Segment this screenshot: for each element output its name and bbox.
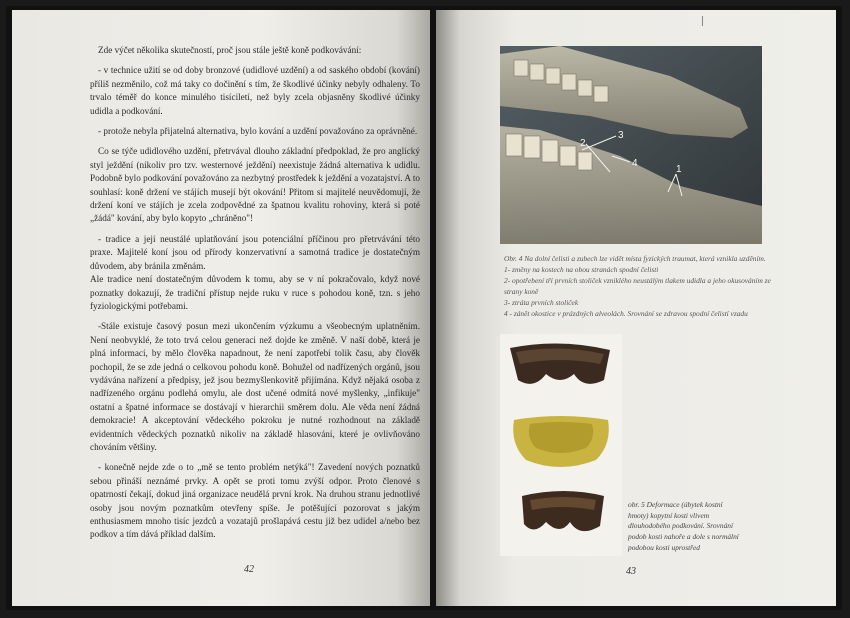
right-page <box>436 10 836 606</box>
label-1: 1 <box>676 164 682 175</box>
hoof-bones-illustration <box>500 334 622 556</box>
label-4: 4 <box>632 158 638 169</box>
figure5-caption-line: obr. 5 Deformace (úbytek kostní <box>628 500 723 509</box>
left-page-text <box>90 44 420 549</box>
figure4-caption <box>504 254 826 319</box>
figure5-caption-line: hmoty) kopytní kosti vlivem <box>628 510 710 520</box>
paragraph-not-my-problem: - konečně nejde zde o to „mě se tento problém netýká"! Zavedení nových poznatků sebou přináší neznámé prvky. A opět se proti tomu zvýší odpor. Proto členové s opatrností čekají, dokud jiná organizace neudělá první krok. Na druhou stranu jednotlivé osoby jsou novým poznatkům otevřeny spíše. Je potěšující pozorovat s jakým enthusiasmem mnoho tisíc jezdců a vozatajů prošlapává cestu již bez udidel a/nebo bez podkov a tím dává příklad dalším. <box>90 462 420 540</box>
paragraph-alternative: - protože nebyla přijatelná alternativa, bylo kování a uzdění považováno za oprávněné. <box>98 126 418 137</box>
paragraph-english-riding: Co se týče udidlového uzdění, přetrvával dlouho základní předpoklad, že pro anglický styl ježdění (nikoliv pro tzv. westernové ježdění) neexistuje žádná alternativa k udidlu. Podobně bylo podkování považováno za nezbytný prostředek k ježdění a vozatajství. A to souhlasí: koně držení ve stájích musejí být okování! Přitom si majitelé neuvědomují, že držení koní ve stájích je zcela zodpovědné za špatnou kvalitu rohoviny, která si poté „žádá" kování, aby bylo kopyto „chráněno"! <box>90 146 420 224</box>
paragraph-time-lag: -Stále existuje časový posun mezi ukončením výzkumu a všeobecným uplatněním. Není neobvyklé, že toto trvá celou generaci než dojde ke změně. V naší době, která je plná informací, by mělo člověka napadnout, že není zapotřebí tolik času, aby člověk pochopil, že se zde jedná o celkovou pohodu koně. Bohužel od nadřízených orgánů, jsou vydávána nařízení a předpisy, jež jsou bezmyšlenkovitě přijímána. Když nějaká osoba z nadřízeného orgánu podlehá omylu, ale dost učené odmítá nové myšlenky, „infikuje" ostatní a špatné informace se dostávají v hierarchii směrem dolu. Ale věda není žádná demokracie! A akceptování vědeckého pokroku je nutné rozhodnout na základě evidentních vědeckých poznatků nikoliv na základě hlasování, které je ovlivňováno chováním většiny. <box>90 321 420 452</box>
figure4-caption-line: 3- ztráta prvních stoliček <box>504 297 579 307</box>
figure5-caption <box>628 500 778 554</box>
jaw-photo <box>500 46 762 244</box>
paragraph-technique: - v technice užití se od doby bronzové (udidlové uzdění) a od saského období (kování) příliš nezměnilo, což má taky co dočinění s tím, že škodlivé účinky nebyly odhaleny. To trvalo téměř do konce minulého tisíciletí, než byly zcela objasněny škodlivé účinky udidla a podkování. <box>90 65 420 116</box>
label-2: 2 <box>580 138 586 149</box>
jaw-illustration <box>500 46 762 244</box>
figure5-caption-line: podobou kosti uprostřed <box>628 542 700 552</box>
figure5-caption-line: podob kosti nahoře a dole s normální <box>628 532 739 542</box>
figure4-caption-line: 4 - zánět okostice v prázdných alveolách. Srovnání se zdravou spodní čelistí vzadu <box>504 308 748 318</box>
figure4-caption-line: Obr. 4 Na dolní čelisti a zubech lze vidět místa fyzických traumat, která vznikla uzděním. <box>504 254 766 263</box>
figure4-caption-line: strany koně <box>504 286 539 296</box>
figure5-caption-line: dlouhodobého podkování. Srovnání <box>628 521 734 531</box>
hoof-bone-photo <box>500 334 622 556</box>
left-page <box>12 10 430 606</box>
page-mark <box>702 16 703 26</box>
figure4-caption-line: 1- změny na kostech na obou stranách spodní čelisti <box>504 264 659 274</box>
paragraph-tradition: - tradice a její neustálé uplatňování jsou potenciální příčinou pro přetrvávání této praxe. Majitelé koní jsou od přírody konzervativní a samotná tradice je dostatečným důvodem, aby bránila změnám. <box>90 233 420 271</box>
page-number-right: 43 <box>626 566 636 577</box>
book-spread <box>6 6 842 610</box>
paragraph-tradition-cont: Ale tradice není dostatečným důvodem k tomu, aby se v ní pokračovalo, když nové poznatky dokazují, že tradiční přístup nejde ruku v ruce s pohodou koně, tzn. s jeho fyziologickými potřebami. <box>90 274 420 311</box>
paragraph-intro: Zde výčet několika skutečností, proč jsou stále ještě koně podkovávání: <box>98 45 362 55</box>
label-3: 3 <box>618 130 624 141</box>
page-number-left: 42 <box>244 564 254 575</box>
figure4-caption-line: 2- opotřebení tří prvních stoliček vzniklého neustálým tlakem udidla a jeho okusováním ze <box>504 275 771 285</box>
